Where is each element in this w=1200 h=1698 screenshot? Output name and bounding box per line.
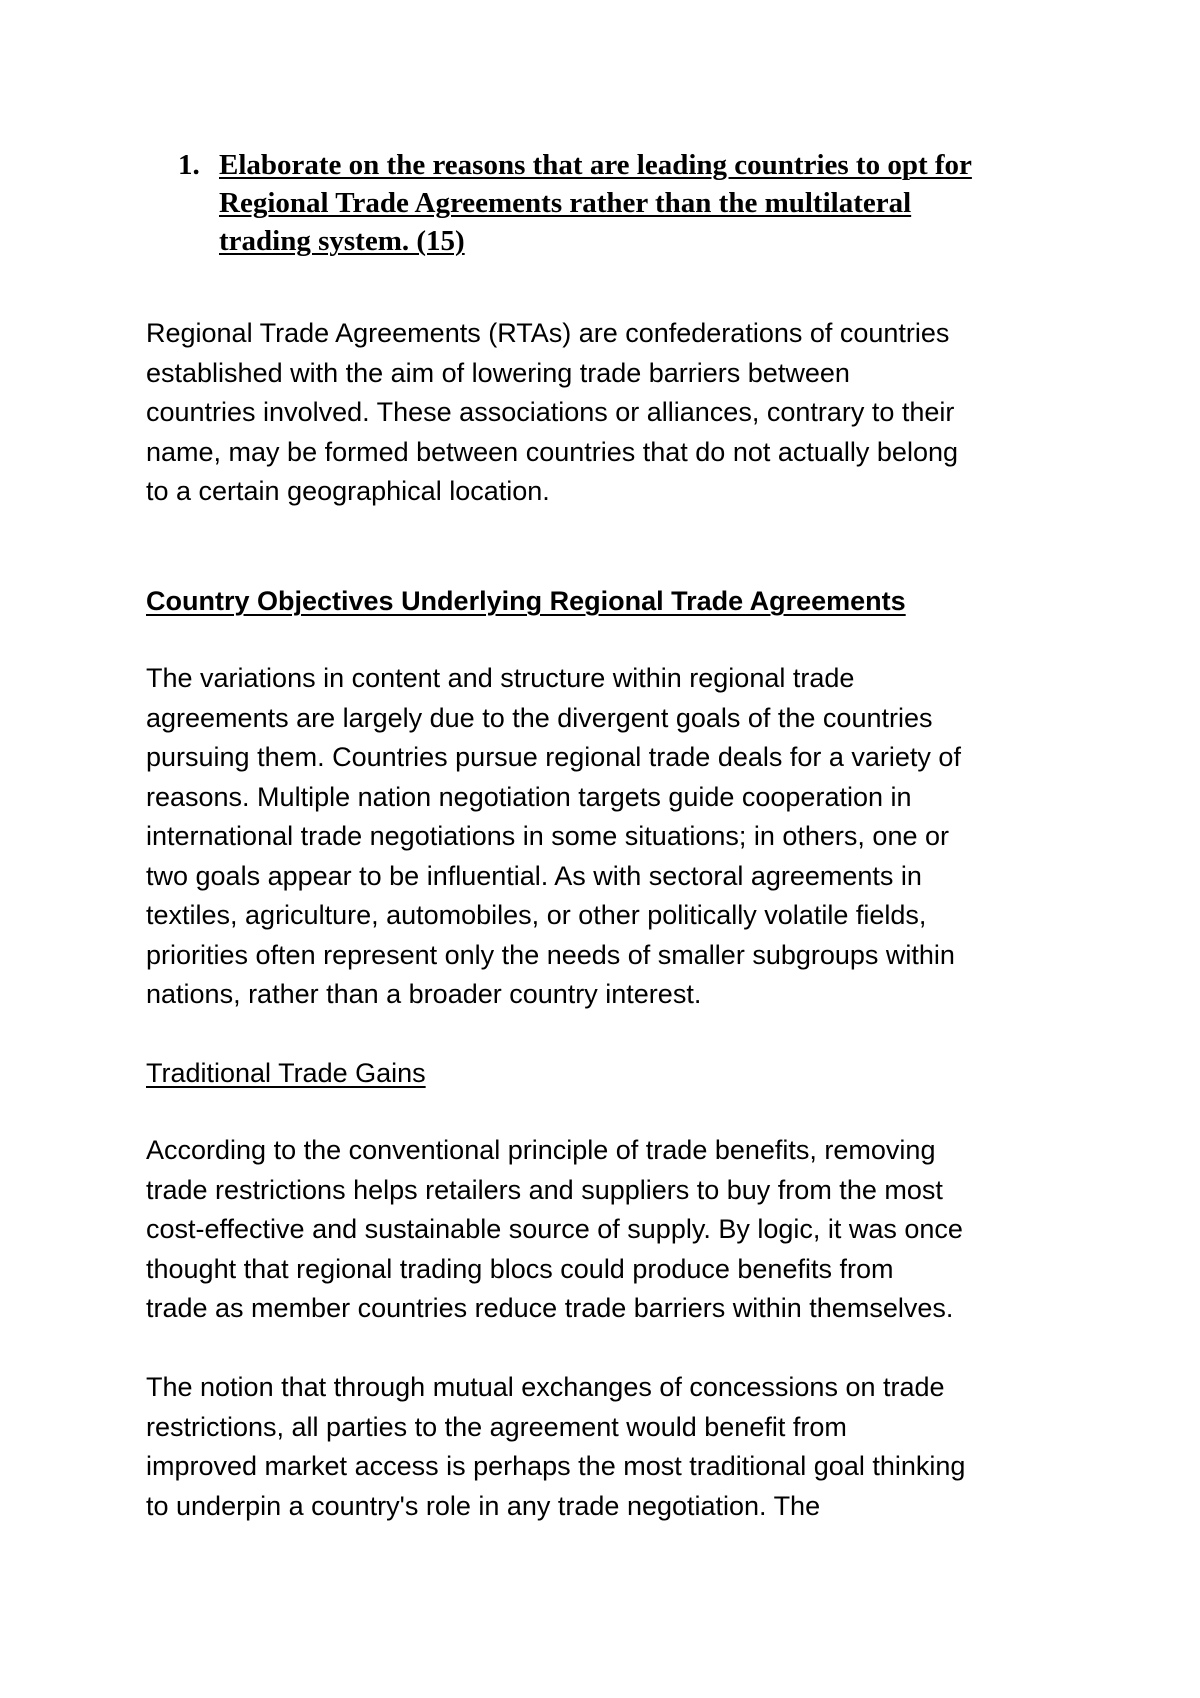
question-line: trading system. (15) xyxy=(219,225,465,257)
paragraph-line: reasons. Multiple nation negotiation targets guide cooperation in xyxy=(146,781,912,812)
traditional-paragraph-1 xyxy=(146,1131,1086,1329)
paragraph-line: to a certain geographical location. xyxy=(146,476,550,506)
question-text xyxy=(219,146,1078,260)
paragraph-line: nations, rather than a broader country interest. xyxy=(146,979,702,1009)
paragraph-line: to underpin a country's role in any trade negotiation. The xyxy=(146,1490,821,1521)
paragraph-line: thought that regional trading blocs could produce benefits from xyxy=(146,1253,894,1284)
section-heading-traditional xyxy=(146,1054,1086,1094)
paragraph-line: cost-effective and sustainable source of supply. By logic, it was once xyxy=(146,1214,963,1244)
paragraph-line: two goals appear to be influential. As with sectoral agreements in xyxy=(146,860,922,891)
paragraph-line: Regional Trade Agreements (RTAs) are confederations of countries xyxy=(146,318,950,348)
paragraph-line: trade restrictions helps retailers and suppliers to buy from the most xyxy=(146,1174,943,1205)
objectives-paragraph xyxy=(146,659,1086,1015)
paragraph-line: countries involved. These associations or alliances, contrary to their xyxy=(146,397,955,427)
paragraph-line: agreements are largely due to the divergent goals of the countries xyxy=(146,702,933,733)
paragraph-line: trade as member countries reduce trade barriers within themselves. xyxy=(146,1293,954,1323)
paragraph-line: improved market access is perhaps the most traditional goal thinking xyxy=(146,1451,966,1481)
question-number: 1. xyxy=(178,149,200,181)
question-line: Elaborate on the reasons that are leading countries to opt for xyxy=(219,149,972,181)
paragraph-line: international trade negotiations in some situations; in others, one or xyxy=(146,821,949,851)
paragraph-line: According to the conventional principle of trade benefits, removing xyxy=(146,1135,936,1165)
paragraph-line: priorities often represent only the needs of smaller subgroups within xyxy=(146,939,955,970)
traditional-paragraph-2 xyxy=(146,1368,1086,1526)
intro-paragraph xyxy=(146,314,1086,512)
paragraph-line: The variations in content and structure within regional trade xyxy=(146,663,855,693)
paragraph-line: pursuing them. Countries pursue regional trade deals for a variety of xyxy=(146,742,961,772)
paragraph-line: The notion that through mutual exchanges of concessions on trade xyxy=(146,1372,945,1402)
section-heading-text: Traditional Trade Gains xyxy=(146,1058,426,1088)
section-heading-objectives xyxy=(146,582,1086,622)
question-line: Regional Trade Agreements rather than the multilateral xyxy=(219,187,912,219)
section-heading-text: Country Objectives Underlying Regional Trade Agreements xyxy=(146,586,906,616)
paragraph-line: established with the aim of lowering trade barriers between xyxy=(146,357,850,388)
paragraph-line: textiles, agriculture, automobiles, or other politically volatile fields, xyxy=(146,900,927,930)
paragraph-line: restrictions, all parties to the agreement would benefit from xyxy=(146,1411,847,1442)
question-heading xyxy=(178,146,1078,260)
paragraph-line: name, may be formed between countries that do not actually belong xyxy=(146,436,958,467)
